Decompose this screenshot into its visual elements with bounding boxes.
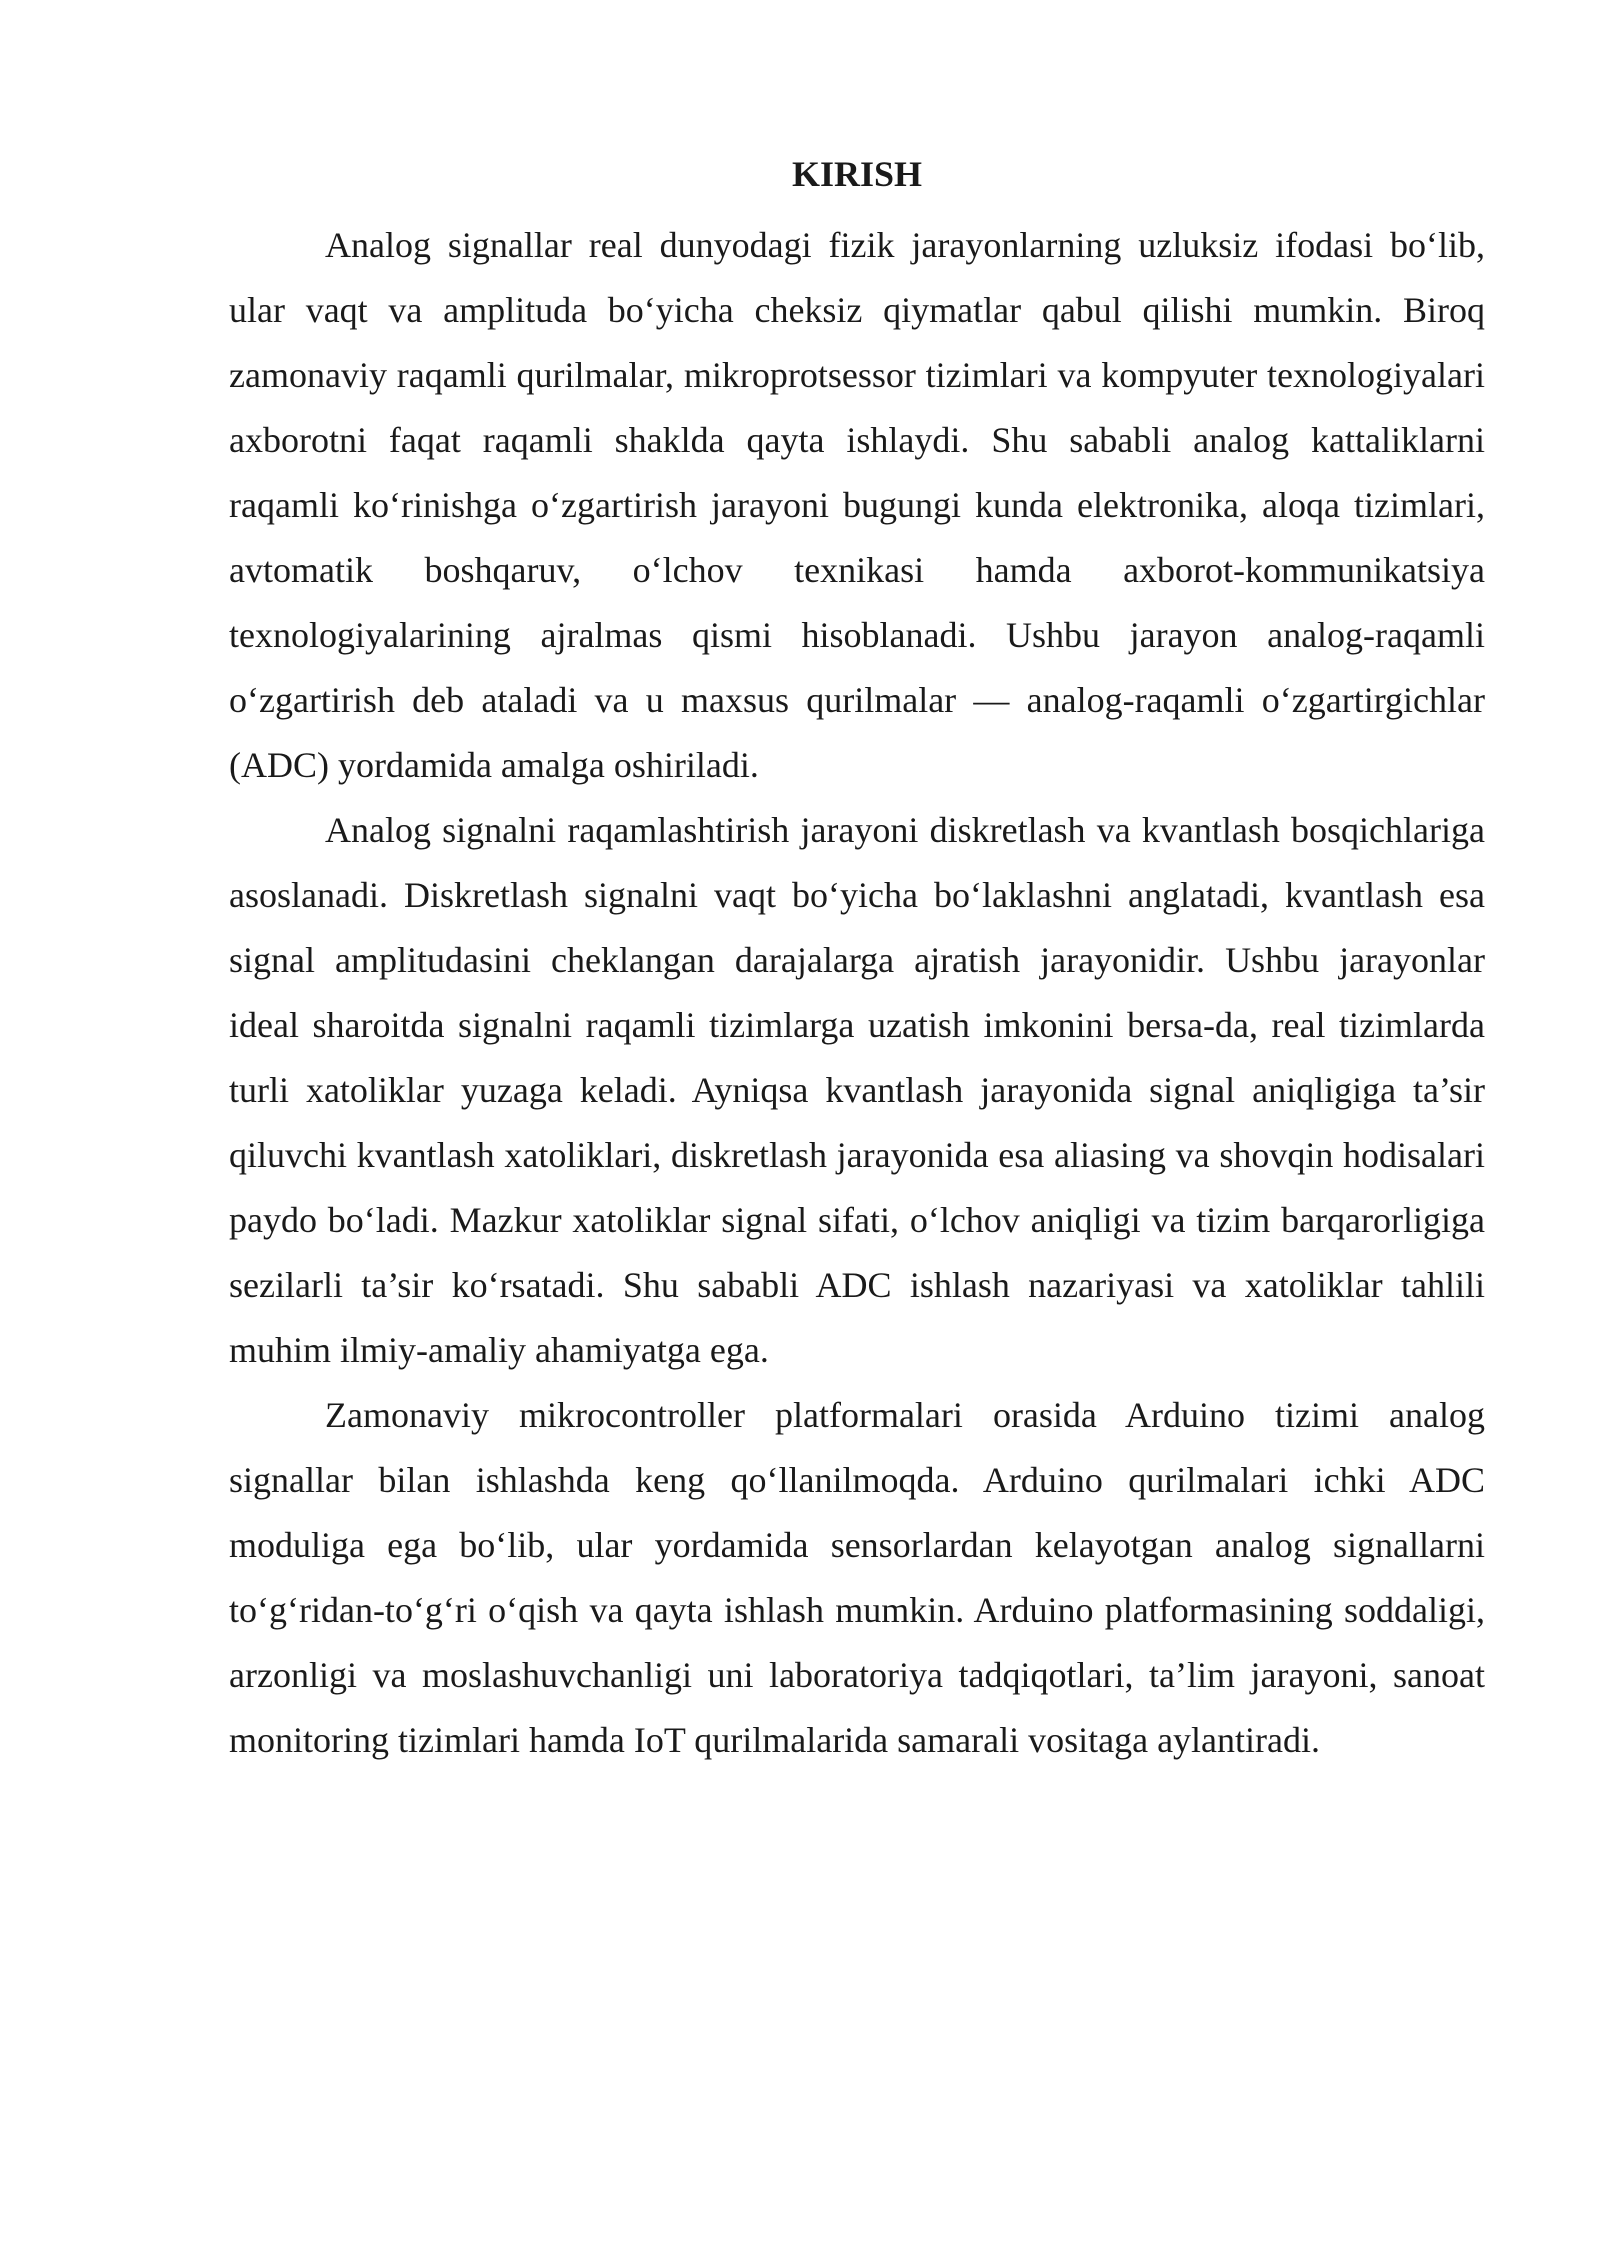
paragraph-intro: Analog signallar real dunyodagi fizik jarayonlarning uzluksiz ifodasi bo‘lib, ular vaqt va amplituda bo‘yicha cheksiz qiymatlar qabul qilishi mumkin. Biroq zamonaviy raqamli qurilmalar, mikroprotsessor tizimlari va kompyuter texnologiyalari axborotni faqat raqamli shaklda qayta ishlaydi. Shu sababli analog kattaliklarni raqamli ko‘rinishga o‘zgartirish jarayoni bugungi kunda elektronika, aloqa tizimlari, avtomatik boshqaruv, o‘lchov texnikasi hamda axborot-kommunikatsiya texnologiyalarining ajralmas qismi hisoblanadi. Ushbu jarayon analog-raqamli o‘zgartirish deb ataladi va u maxsus qurilmalar — analog-raqamli o‘zgartirgichlar (ADC) yordamida amalga oshiriladi. <box>229 225 1485 785</box>
paragraph-digitization: Analog signalni raqamlashtirish jarayoni diskretlash va kvantlash bosqichlariga asoslanadi. Diskretlash signalni vaqt bo‘yicha bo‘laklashni anglatadi, kvantlash esa signal amplitudasini cheklangan darajalarga ajratish jarayonidir. Ushbu jarayonlar ideal sharoitda signalni raqamli tizimlarga uzatish imkonini bersa-da, real tizimlarda turli xatoliklar yuzaga keladi. Ayniqsa kvantlash jarayonida signal aniqligiga ta’sir qiluvchi kvantlash xatoliklari, diskretlash jarayonida esa aliasing va shovqin hodisalari paydo bo‘ladi. Mazkur xatoliklar signal sifati, o‘lchov aniqligi va tizim barqarorligiga sezilarli ta’sir ko‘rsatadi. Shu sababli ADC ishlash nazariyasi va xatoliklar tahlili muhim ilmiy-amaliy ahamiyatga ega. <box>229 810 1485 1370</box>
paragraph-arduino: Zamonaviy mikrocontroller platformalari orasida Arduino tizimi analog signallar bilan ishlashda keng qo‘llanilmoqda. Arduino qurilmalari ichki ADC moduliga ega bo‘lib, ular yordamida sensorlardan kelayotgan analog signallarni to‘g‘ridan-to‘g‘ri o‘qish va qayta ishlash mumkin. Arduino platformasining soddaligi, arzonligi va moslashuvchanligi uni laboratoriya tadqiqotlari, ta’lim jarayoni, sanoat monitoring tizimlari hamda IoT qurilmalarida samarali vositaga aylantiradi. <box>229 1395 1485 1760</box>
document-body <box>229 148 1485 1773</box>
page-title: KIRISH <box>791 154 923 194</box>
